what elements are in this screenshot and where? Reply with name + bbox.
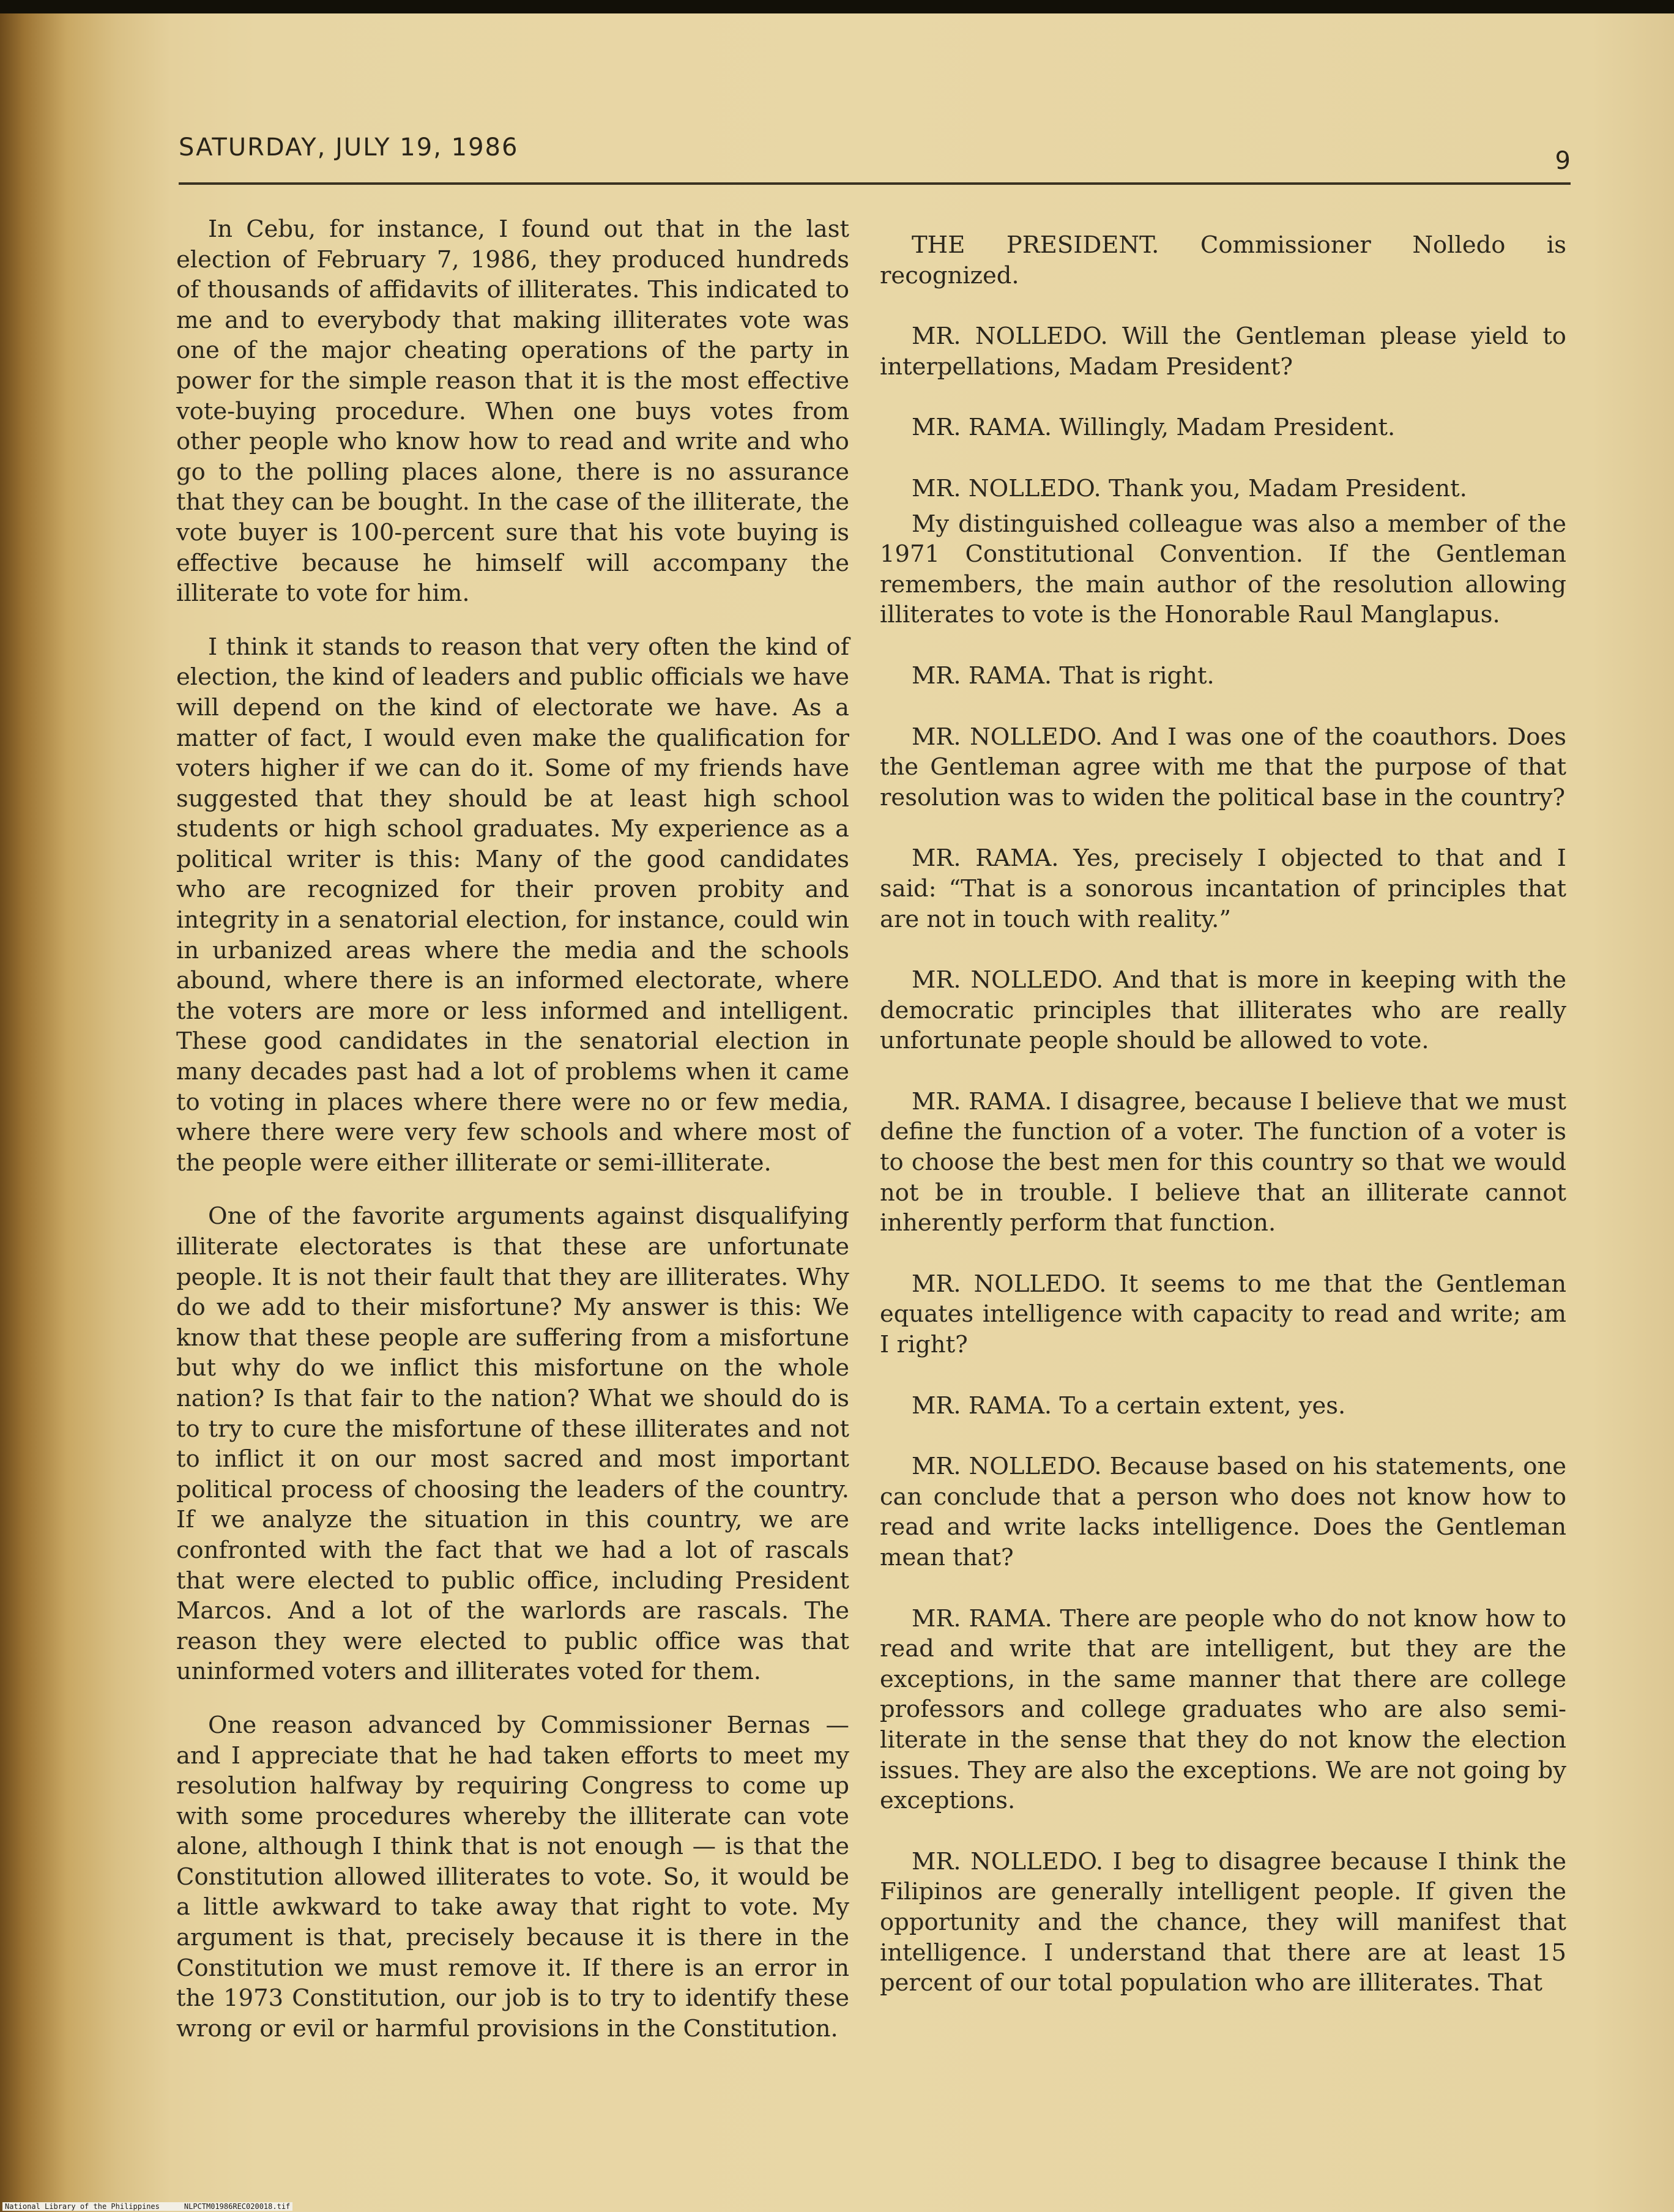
speech-paragraph: MR. RAMA. To a certain extent, yes.	[912, 1391, 1346, 1420]
speech-paragraph: MR. NOLLEDO. And I was one of the coauthors. Does the Gentleman agree with me that the purpose of that resolution was to widen the political base in the country?	[880, 723, 1566, 811]
speech-paragraph: MR. NOLLEDO. Because based on his statements, one can conclude that a person who does not know how to read and write lacks intelligence. Does the Gentleman mean that?	[880, 1453, 1566, 1571]
speech-paragraph: MR. RAMA. That is right.	[912, 661, 1215, 690]
speech-paragraph: MR. RAMA. Willingly, Madam President.	[912, 414, 1396, 442]
speech-paragraph: MR. RAMA. I disagree, because I believe that we must define the function of a voter. The function of a voter is to choose the best men for this country so that we would not be in trouble. I believe that an illiterate cannot inherently perform that function.	[880, 1087, 1566, 1237]
file-label: NLPCTM01986REC020018.tif	[184, 2202, 291, 2211]
scan-footer	[2, 2202, 292, 2211]
speech-paragraph: MR. NOLLEDO. Will the Gentleman please yield to interpellations, Madam President?	[880, 322, 1566, 381]
speech-paragraph: My distinguished colleague was also a member of the 1971 Constitutional Convention. If the Gentleman remembers, the main author of the resolution allowing illiterates to vote is the Honorable Raul Manglapus.	[880, 510, 1566, 629]
speech-paragraph: MR. NOLLEDO. I beg to disagree because I think the Filipinos are generally intelligent people. If given the opportunity and the chance, they will manifest that intelligence. I understand that there are at least 15 percent of our total population who are illiterates. That	[880, 1847, 1566, 1997]
page-date: SATURDAY, JULY 19, 1986	[179, 133, 519, 162]
speech-paragraph: MR. NOLLEDO. Thank you, Madam President.	[912, 474, 1467, 502]
paragraph: I think it stands to reason that very often the kind of election, the kind of leaders and public officials we have will depend on the kind of electorate we have. As a matter of fact, I would even make the qualification for voters higher if we can do it. Some of my friends have suggested that they should be at least high school students or high school graduates. My experience as a political writer is this: Many of the good candidates who are recognized for their proven probity and integrity in a senatorial election, for instance, could win in urbanized areas where the media and the schools abound, where there is an informed electorate, where the voters are more or less informed and intelligent. These good candidates in the senatorial election in many decades past had a lot of problems when it came to voting in places where there were no or few media, where there were very few schools and where most of the people were either illiterate or semi-illiterate.	[176, 633, 849, 1177]
paragraph: One reason advanced by Commissioner Bernas — and I appreciate that he had taken efforts to meet my resolution halfway by requiring Congress to come up with some procedures whereby the illiterate can vote alone, although I think that is not enough — is that the Constitution allowed illiterates to vote. So, it would be a little awkward to take away that right to vote. My argument is that, precisely because it is there in the Constitution we must remove it. If there is an error in the 1973 Constitution, our job is to try to identify these wrong or evil or harmful provisions in the Constitution.	[176, 1711, 849, 2043]
left-column	[176, 214, 849, 2044]
speech-paragraph: MR. RAMA. There are people who do not know how to read and write that are intelligent, but they are the exceptions, in the same manner that there are college professors and college graduates who are also semi-literate in the sense that they do not know the election issues. They are also the exceptions. We are not going by exceptions.	[880, 1604, 1566, 1815]
speech-paragraph: MR. NOLLEDO. It seems to me that the Gentleman equates intelligence with capacity to read and write; am I right?	[880, 1270, 1566, 1359]
page-header	[179, 133, 1571, 188]
speech-paragraph: THE PRESIDENT. Commissioner Nolledo is recognized.	[880, 231, 1566, 289]
header-rule	[179, 182, 1571, 185]
paragraph: In Cebu, for instance, I found out that in the last election of February 7, 1986, they produced hundreds of thousands of affidavits of illiterates. This indicated to me and to everybody that making illiterates vote was one of the major cheating operations of the party in power for the simple reason that it is the most effective vote-buying procedure. When one buys votes from other people who know how to read and write and who go to the polling places alone, there is no assurance that they can be bought. In the case of the illiterate, the vote buyer is 100-percent sure that his vote buying is effective because he himself will accompany the illiterate to vote for him.	[176, 215, 849, 608]
right-column	[880, 214, 1566, 1998]
speech-paragraph: MR. NOLLEDO. And that is more in keeping with the democratic principles that illiterates who are really unfortunate people should be allowed to vote.	[880, 966, 1566, 1055]
paragraph: One of the favorite arguments against disqualifying illiterate electorates is that these are unfortunate people. It is not their fault that they are illiterates. Why do we add to their misfortune? My answer is this: We know that these people are suffering from a misfortune but why do we inflict this misfortune on the whole nation? Is that fair to the nation? What we should do is to try to cure the misfortune of these illiterates and not to inflict it on our most sacred and most important political process of choosing the leaders of the country. If we analyze the situation in this country, we are confronted with the fact that we had a lot of rascals that were elected to public office, including President Marcos. And a lot of the warlords are rascals. The reason they were elected to public office was that uninformed voters and illiterates voted for them.	[176, 1202, 849, 1686]
speech-paragraph: MR. RAMA. Yes, precisely I objected to that and I said: “That is a sonorous incantation of principles that are not in touch with reality.”	[880, 844, 1566, 933]
library-label: National Library of the Philippines	[5, 2202, 160, 2211]
scan-edge	[0, 0, 1674, 13]
page-number: 9	[1555, 147, 1571, 175]
